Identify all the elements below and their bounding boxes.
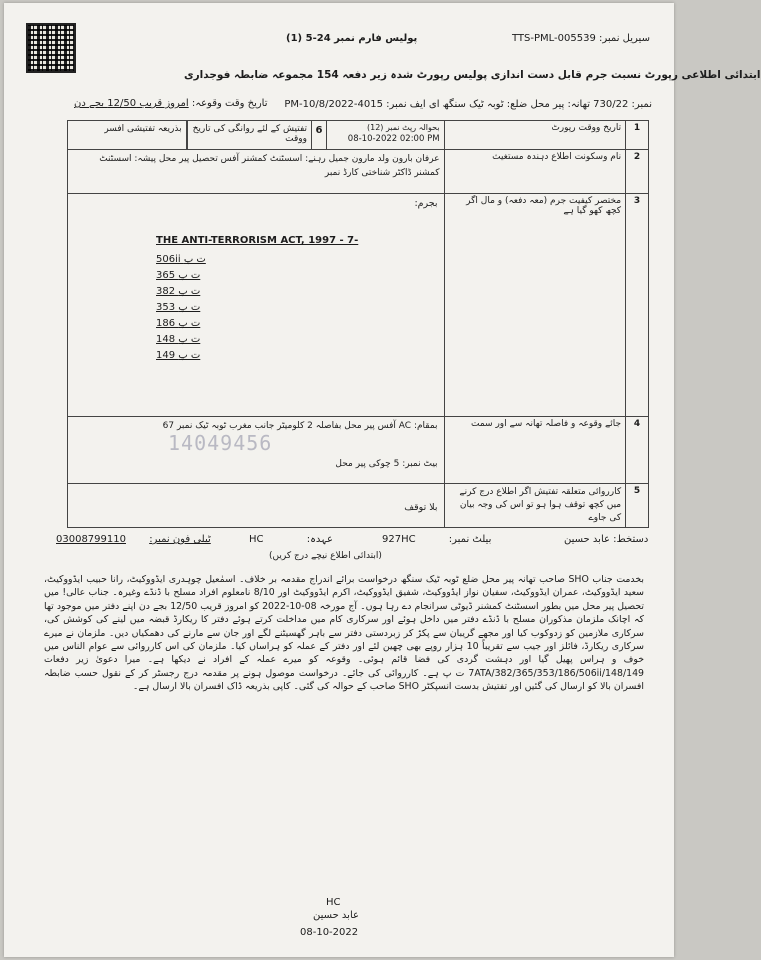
- dispatch-label-cell: [187, 121, 326, 150]
- footer-name: عابد حسین: [313, 910, 359, 921]
- signature-field: [564, 534, 648, 545]
- row-number-4: 4: [626, 417, 649, 484]
- section-item: 506ii ت پ: [156, 254, 206, 265]
- belt-number: 927HC: [382, 534, 416, 545]
- footer-rank: HC: [326, 897, 341, 908]
- row-number-1: 1: [626, 121, 649, 150]
- serial-label: سیریل نمبر:: [599, 33, 650, 44]
- report-title: ابتدائی اطلاعی رپورٹ نسبت جرم قابل دست اندازی پولیس رپورٹ شدہ زیر دفعہ 154 مجموعہ ضابطہ فوجداری: [184, 69, 761, 81]
- serial-number: TTS-PML-005539: [512, 33, 596, 44]
- offence-label: مختصر کیفیت جرم (معہ دفعہ) و مال اگر کچھ کھو گیا ہے: [444, 194, 626, 417]
- section-item: 365 ت پ: [156, 270, 201, 281]
- serial-number-line: [512, 33, 650, 44]
- belt-label: بیلٹ نمبر:: [448, 534, 492, 545]
- rank-field: [249, 534, 333, 545]
- footer-signature: [296, 910, 376, 921]
- register-stamp: 14049456: [168, 431, 273, 455]
- section-item: 186 ت پ: [156, 318, 201, 329]
- occurrence-date-value: امروز قریب 12/50 بجے دن: [74, 98, 189, 109]
- qr-code-icon: [26, 23, 76, 73]
- complainant-value: عرفان بارون ولد مارون جمیل رہنے: اسسٹنٹ کمشنر آفس تحصیل پیر محل پیشہ: اسسٹنٹ کمشنر ڈاکٹر شناختی کارڈ نمبر: [68, 150, 445, 194]
- dispatch-number: 6: [311, 121, 326, 149]
- phone-label: ٹیلی فون نمبر:: [149, 534, 211, 545]
- row-number-2: 2: [626, 150, 649, 194]
- delay-cell: [68, 484, 445, 528]
- form-row-3: [68, 194, 649, 417]
- section-item: 382 ت پ: [156, 286, 201, 297]
- occurrence-date-label: تاریخ وقت وقوعہ:: [191, 98, 268, 109]
- signature-label: دستخط:: [613, 534, 649, 545]
- info-note: (ابتدائی اطلاع نیچے درج کریں): [269, 551, 382, 561]
- row-number-5: 5: [626, 484, 649, 528]
- belt-field: [382, 534, 491, 545]
- fir-form-table: [67, 120, 649, 528]
- sections-list: [156, 249, 206, 366]
- report-datetime: 08-10-2022 02:00 PM: [347, 134, 440, 144]
- place-label: جائے وقوعہ و فاصلہ تھانہ سے اور سمت: [444, 417, 626, 484]
- place-cell: [68, 417, 445, 484]
- rank-label: عہدہ:: [306, 534, 334, 545]
- beat-value: بیٹ نمبر: 5 چوکی پیر محل: [335, 459, 438, 469]
- fir-number-line: نمبر: 730/22 تھانہ: پیر محل ضلع: ٹوبہ ٹیک سنگھ ای ایف نمبر: PM-10/8/2022-4015: [284, 99, 652, 110]
- row-number-3: 3: [626, 194, 649, 417]
- complaint-body: بخدمت جناب SHO صاحب تھانہ پیر محل ضلع ٹوبہ ٹیک سنگھ درخواست برائے اندراج مقدمہ بر خلاف۔ اسمٰعیل چوہدری ایڈووکیٹ، رانا حبیب ایڈووکیٹ، سعید ایڈووکیٹ، عمران ایڈووکیٹ، سفیان نواز ایڈووکیٹ، شفیق ایڈووکیٹ، اکرم ایڈووکیٹ اور 8/10 نامعلوم افراد مسلح با ڈنڈے وغیرہ۔ جناب عالی! میں تحصیل پیر محل میں بطور اسسٹنٹ کمشنر ڈیوٹی سرانجام دے رہا ہوں۔ آج مورخہ 08-10-2022 کو امروز قریب 12/50 بجے دن اپنے دفتر میں موجود تھا کہ اچانک ملزمان مذکوران مسلح با ڈنڈے دفتر میں داخل ہوئے اور سرکاری کام میں مداخلت کرتے ہوئے دفتر کا ریکارڈ قبضہ میں لینے کی کوشش کی، سرکاری ملازمین کو زدوکوب کیا اور مجھے گریبان سے پکڑ کر زبردستی دفتر سے باہر گھسیٹنے لگے اور جان سے مارنے کی دھمکیاں دیں۔ ملزمان نے میرے سرکاری ریکارڈ، فائلز اور جیب سے تقریباً 10 ہزار روپے بھی چھین لئے اور دفتر کے عملہ کو ہراساں کیا۔ ملزمان کی اس کارروائی سے عوام الناس میں خوف و ہراس پھیل گیا اور دہشت گردی کی فضا قائم ہوئی۔ وقوعہ کو میرے عملہ کے افراد نے دیکھا ہے۔ میرا دعویٰ زیر دفعات 7ATA/382/365/353/186/506ii/148/149 ت پ ہے۔ کارروائی کی جائے۔ درخواست موصول ہونے پر مقدمہ درج رجسٹر کر کے نقول حسب ضابطہ افسران بالا کو ارسال کی گئیں اور تفتیش بدست انسپکٹر SHO صاحب کے حوالہ کی گئی۔ کاپی بذریعہ ڈاک افسران بالا ارسال ہے۔: [44, 574, 644, 693]
- form-row-1: [68, 121, 649, 150]
- delay-label: کارروائی متعلقہ تفتیش اگر اطلاع درج کرنے میں کچھ توقف ہوا ہو تو اس کی وجہ بیان کی جاوے: [444, 484, 626, 528]
- form-row-2: [68, 150, 649, 194]
- phone-field: [56, 534, 211, 545]
- report-date-value-cell: [327, 121, 445, 150]
- section-item: 149 ت پ: [156, 350, 201, 361]
- form-number: پولیس فارم نمبر 24-5 (1): [286, 33, 418, 44]
- footer-date: 08-10-2022: [300, 927, 359, 938]
- dispatch-value: بذریعہ تفتیشی افسر: [68, 121, 187, 149]
- offence-label-bjurm: بجرم:: [414, 198, 438, 209]
- form-row-5: [68, 484, 649, 528]
- delay-value: بلا توقف: [404, 502, 438, 513]
- act-title: THE ANTI-TERRORISM ACT, 1997 - 7-: [156, 235, 359, 246]
- dispatch-cell: [68, 121, 188, 150]
- complainant-label: نام وسکونت اطلاع دہندہ مستغیث: [444, 150, 626, 194]
- place-value: بمقام: AC آفس پیر محل بفاصلہ 2 کلومیٹر جانب مغرب ٹوبہ ٹیک نمبر 67: [162, 421, 438, 431]
- report-ref: بحوالہ رپٹ نمبر (12): [366, 123, 440, 132]
- phone-number: 03008799110: [56, 534, 126, 545]
- occurrence-date: [74, 98, 268, 109]
- rank-value: HC: [249, 534, 264, 545]
- signature-name: عابد حسین: [564, 534, 610, 545]
- section-item: 353 ت پ: [156, 302, 201, 313]
- report-date-label: تاریخ ووقت رپورٹ: [444, 121, 626, 150]
- section-item: 148 ت پ: [156, 334, 201, 345]
- offence-cell: [68, 194, 445, 417]
- dispatch-label: تفتیش کے لئے روانگی کی تاریخ ووقت: [192, 124, 308, 144]
- fir-document: [4, 3, 761, 957]
- form-row-4: [68, 417, 649, 484]
